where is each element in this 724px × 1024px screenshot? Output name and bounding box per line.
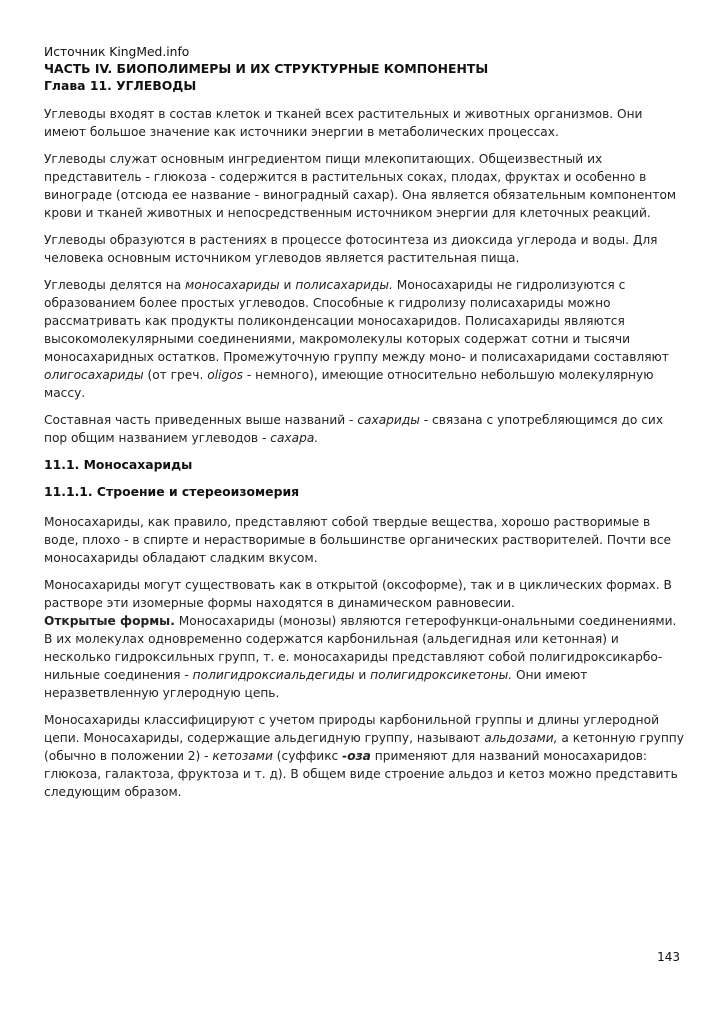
open-forms-heading: Открытые формы. — [44, 614, 175, 628]
page-number: 143 — [657, 950, 680, 964]
term-polyhydroxyaldehydes: полигидроксиальдегиды — [192, 668, 355, 682]
term-polyhydroxyketones: полигидроксикетоны. — [370, 668, 513, 682]
document-page — [44, 44, 684, 810]
term-monosaccharides: моносахариды — [185, 278, 280, 292]
paragraph-8: Открытые формы. Моносахариды (монозы) являются гетерофункци-ональными соединениями. В их молекулах одновременно содержатся карбонильная (альдегидная или кетонная) и несколько гидроксильных групп, т. е. моносахариды представляют собой полигидроксикарбо-нильные соединения - полигидроксиальдегиды и полигидроксикетоны. Они имеют неразветвленную углеродную цепь. — [44, 614, 677, 700]
paragraph-2: Углеводы служат основным ингредиентом пищи млекопитающих. Общеизвестный их представитель - глюкоза - содержится в растительных соках, плодах, фруктах и особенно в винограде (отсюда ее название - виноградный сахар). Она является обязательным компонентом крови и тканей животных и непосредственным источником энергии для клеточных реакций. — [44, 152, 677, 220]
section-title: 11.1. Моносахариды — [44, 457, 193, 472]
paragraph-1: Углеводы входят в состав клеток и тканей всех растительных и животных организмов. Они имеют большое значение как источники энергии в метаболических процессах. — [44, 107, 643, 139]
term-polysaccharides: полисахариды. — [295, 278, 393, 292]
paragraph-5: Составная часть приведенных выше названий - сахариды - связана с употребляющимся до сих пор общим названием углеводов - сахара. — [44, 413, 664, 445]
paragraph-9: Моносахариды классифицируют с учетом природы карбонильной группы и длины углеродной цепи. Моносахариды, содержащие альдегидную группу, называют альдозами, а кетонную группу (обычно в положении 2) - кетозами (суффикс -оза применяют для названий моносахаридов: глюкоза, галактоза, фруктоза и т. д). В общем виде строение альдоз и кетоз можно представить следующим образом. — [44, 713, 684, 799]
paragraph-4: Углеводы делятся на моносахариды и полисахариды. Моносахариды не гидролизуются с образованием более простых углеводов. Способные к гидролизу полисахариды можно рассматривать как продукты поликонденсации моносахаридов. Полисахариды являются высокомолекулярными соединениями, макромолекулы которых содержат сотни и тысячи моносахаридных остатков. Промежуточную группу между моно- и полисахаридами составляют олигосахариды (от греч. oligos - немного), имеющие относительно небольшую молекулярную массу. — [44, 278, 669, 400]
term-saccharides: сахариды — [357, 413, 420, 427]
paragraph-7: Моносахариды могут существовать как в открытой (оксоформе), так и в циклических формах. В растворе эти изомерные формы находятся в динамическом равновесии. — [44, 578, 672, 610]
chapter-title: Глава 11. УГЛЕВОДЫ — [44, 78, 197, 93]
subsection-title: 11.1.1. Строение и стереоизомерия — [44, 484, 300, 499]
term-suffix-oza: -оза — [342, 749, 371, 763]
term-oligosaccharides: олигосахариды — [44, 368, 144, 382]
term-ketoses: кетозами — [212, 749, 273, 763]
term-sakhara: сахара. — [270, 431, 319, 445]
term-aldoses: альдозами, — [484, 731, 558, 745]
paragraph-6: Моносахариды, как правило, представляют собой твердые вещества, хорошо растворимые в воде, плохо - в спирте и нерастворимые в большинстве органических растворителей. Почти все моносахариды обладают сладким вкусом. — [44, 515, 672, 565]
paragraph-3: Углеводы образуются в растениях в процессе фотосинтеза из диоксида углерода и воды. Для человека основным источником углеводов является растительная пища. — [44, 233, 658, 265]
term-oligos: oligos — [207, 368, 244, 382]
source-line: Источник KingMed.info — [44, 45, 190, 59]
part-title: ЧАСТЬ IV. БИОПОЛИМЕРЫ И ИХ СТРУКТУРНЫЕ КОМПОНЕНТЫ — [44, 61, 489, 76]
